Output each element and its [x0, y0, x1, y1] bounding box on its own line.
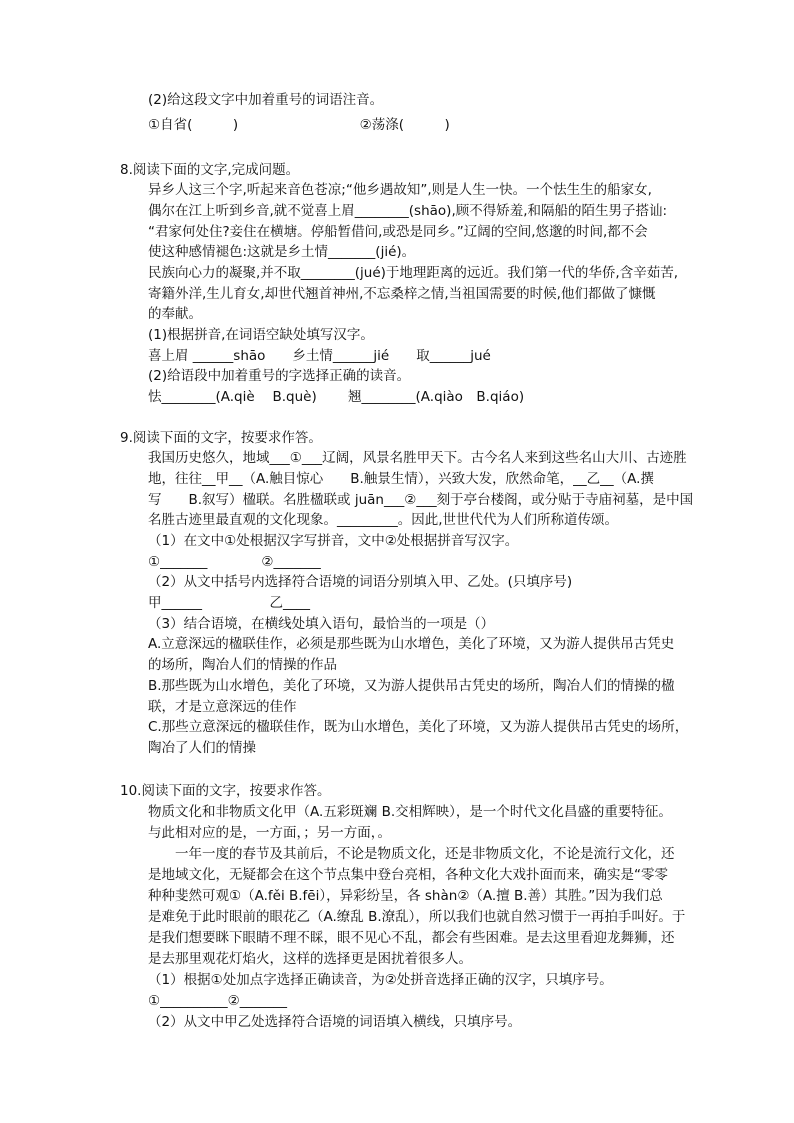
q8-passage-line: 使这种感情褪色:这就是乡土情_______(jié)。 — [148, 244, 416, 261]
q8-passage-line: 寄籍外洋,生儿育女,却世代翘首神州,不忘桑梓之情,当祖国需要的时候,他们都做了慷慨 — [148, 285, 656, 302]
q7-sub2-prompt: (2)给这段文字中加着重号的词语注音。 — [148, 91, 384, 108]
q10-sub1-blanks: ①__________②_______ — [148, 992, 287, 1009]
q10-passage-line: 物质文化和非物质文化甲（A.五彩斑斓 B.交相辉映），是一个时代文化昌盛的重要特征。 — [148, 803, 672, 820]
q8-sub1-blanks: 喜上眉 ______shāo 乡土情______jié 取______jué — [148, 347, 491, 364]
question-9 — [120, 428, 770, 759]
q8-passage-line: 异乡人这三个字,听起来音色苍凉;“他乡遇故知”,则是人生一快。一个怯生生的船家女, — [148, 182, 652, 199]
question-8 — [120, 160, 770, 408]
q10-passage-line: 与此相对应的是，一方面，；另一方面，。 — [148, 824, 391, 841]
q8-sub2-options: 怯________(A.qiè B.què) 翘________(A.qiào B.qiáo) — [148, 389, 525, 406]
q10-passage-line: 一年一度的春节及其前后，不论是物质文化，还是非物质文化，不论是流行文化，还 — [148, 845, 675, 862]
q8-passage-line: 民族向心力的凝聚,并不取________(jué)于地理距离的远近。我们第一代的华侨,含辛茹苦, — [148, 265, 679, 282]
q9-passage-line: 地，往往__甲__（A.触目惊心 B.触景生情），兴致大发，欣然命笔，__乙__（A.撰 — [148, 470, 654, 487]
q9-sub2-prompt: （2）从文中括号内选择符合语境的词语分别填入甲、乙处。(只填序号) — [148, 574, 573, 591]
q9-option-line: 的场所，陶冶人们的情操的作品 — [148, 657, 337, 674]
q10-passage-line: 是去那里观花灯焰火，这样的选择更是困扰着很多人。 — [148, 950, 472, 967]
q9-sub2-blanks: 甲______ 乙____ — [148, 595, 310, 612]
q9-passage-line: 写 B.叙写）楹联。名胜楹联或 juān___②___刻于亭台楼阁，或分贴于寺庙祠墓，是中国 — [148, 491, 694, 508]
q8-sub1-prompt: (1)根据拼音,在词语空缺处填写汉字。 — [148, 327, 374, 344]
q10-sub1-prompt: （1）根据①处加点字选择正确读音，为②处拼音选择正确的汉字，只填序号。 — [148, 971, 613, 988]
q9-sub1-prompt: （1）在文中①处根据汉字写拼音，文中②处根据拼音写汉字。 — [148, 533, 519, 550]
q9-sub1-blanks: ①_______ ②_______ — [148, 553, 321, 570]
q9-option-line: 联，才是立意深远的佳作 — [148, 698, 297, 715]
question-7-part-2 — [120, 90, 770, 136]
q10-passage-line: 是我们想要眯下眼睛不理不睬，眼不见心不乱，都会有些困难。是去这里看迎龙舞狮，还 — [148, 929, 675, 946]
q10-passage-line: 是地域文化，无疑都会在这个节点集中登台亮相，各种文化大戏扑面而来，确实是“零零 — [148, 866, 668, 883]
question-10 — [120, 781, 770, 1033]
q9-title: 9.阅读下面的文字，按要求作答。 — [120, 429, 322, 446]
q10-sub2-prompt: （2）从文中甲乙处选择符合语境的词语填入横线，只填序号。 — [148, 1013, 522, 1030]
q9-passage-line: 我国历史悠久，地域___①___辽阔，风景名胜甲天下。古今名人来到这些名山大川、古迹胜 — [148, 450, 687, 467]
q10-title: 10.阅读下面的文字，按要求作答。 — [120, 782, 331, 799]
q9-option-line: A.立意深远的楹联佳作，必须是那些既为山水增色，美化了环境，又为游人提供吊古凭史 — [148, 636, 675, 653]
q8-sub2-prompt: (2)给语段中加着重号的字选择正确的读音。 — [148, 368, 411, 385]
q9-option-line: B.那些既为山水增色，美化了环境，又为游人提供吊古凭史的场所，陶冶人们的情操的楹 — [148, 677, 675, 694]
q7-answer-blanks: ①自省( ) ②荡涤( ) — [148, 116, 450, 133]
q9-option-line: 陶冶了人们的情操 — [148, 739, 256, 756]
q8-passage-line: 的奉献。 — [148, 306, 202, 323]
q8-passage-line: 偶尔在江上听到乡音,就不觉喜上眉________(shāo),顾不得矫羞,和隔船的陌生男子搭讪: — [148, 202, 668, 219]
q8-title: 8.阅读下面的文字,完成问题。 — [120, 161, 300, 178]
q9-sub3-prompt: （3）结合语境，在横线处填入语句，最恰当的一项是（） — [148, 615, 495, 632]
q10-passage-line: 种种斐然可观①（A.fěi B.fēi），异彩纷呈，各 shàn②（A.擅 B.善）其胜。”因为我们总 — [148, 887, 663, 904]
q8-passage-line: “君家何处住?妾住在横塘。停船暂借问,或恐是同乡。”辽阔的空间,悠邈的时间,都不会 — [148, 223, 648, 240]
q10-passage-line: 是难免于此时眼前的眼花乙（A.缭乱 B.潦乱），所以我们也就自然习惯于一再拍手叫好。于 — [148, 908, 686, 925]
q9-passage-line: 名胜古迹里最直观的文化现象。_________。因此,世世代代为人们所称道传颂。 — [148, 512, 619, 529]
q9-option-line: C.那些立意深远的楹联佳作，既为山水增色，美化了环境，又为游人提供吊古凭史的场所， — [148, 719, 689, 736]
